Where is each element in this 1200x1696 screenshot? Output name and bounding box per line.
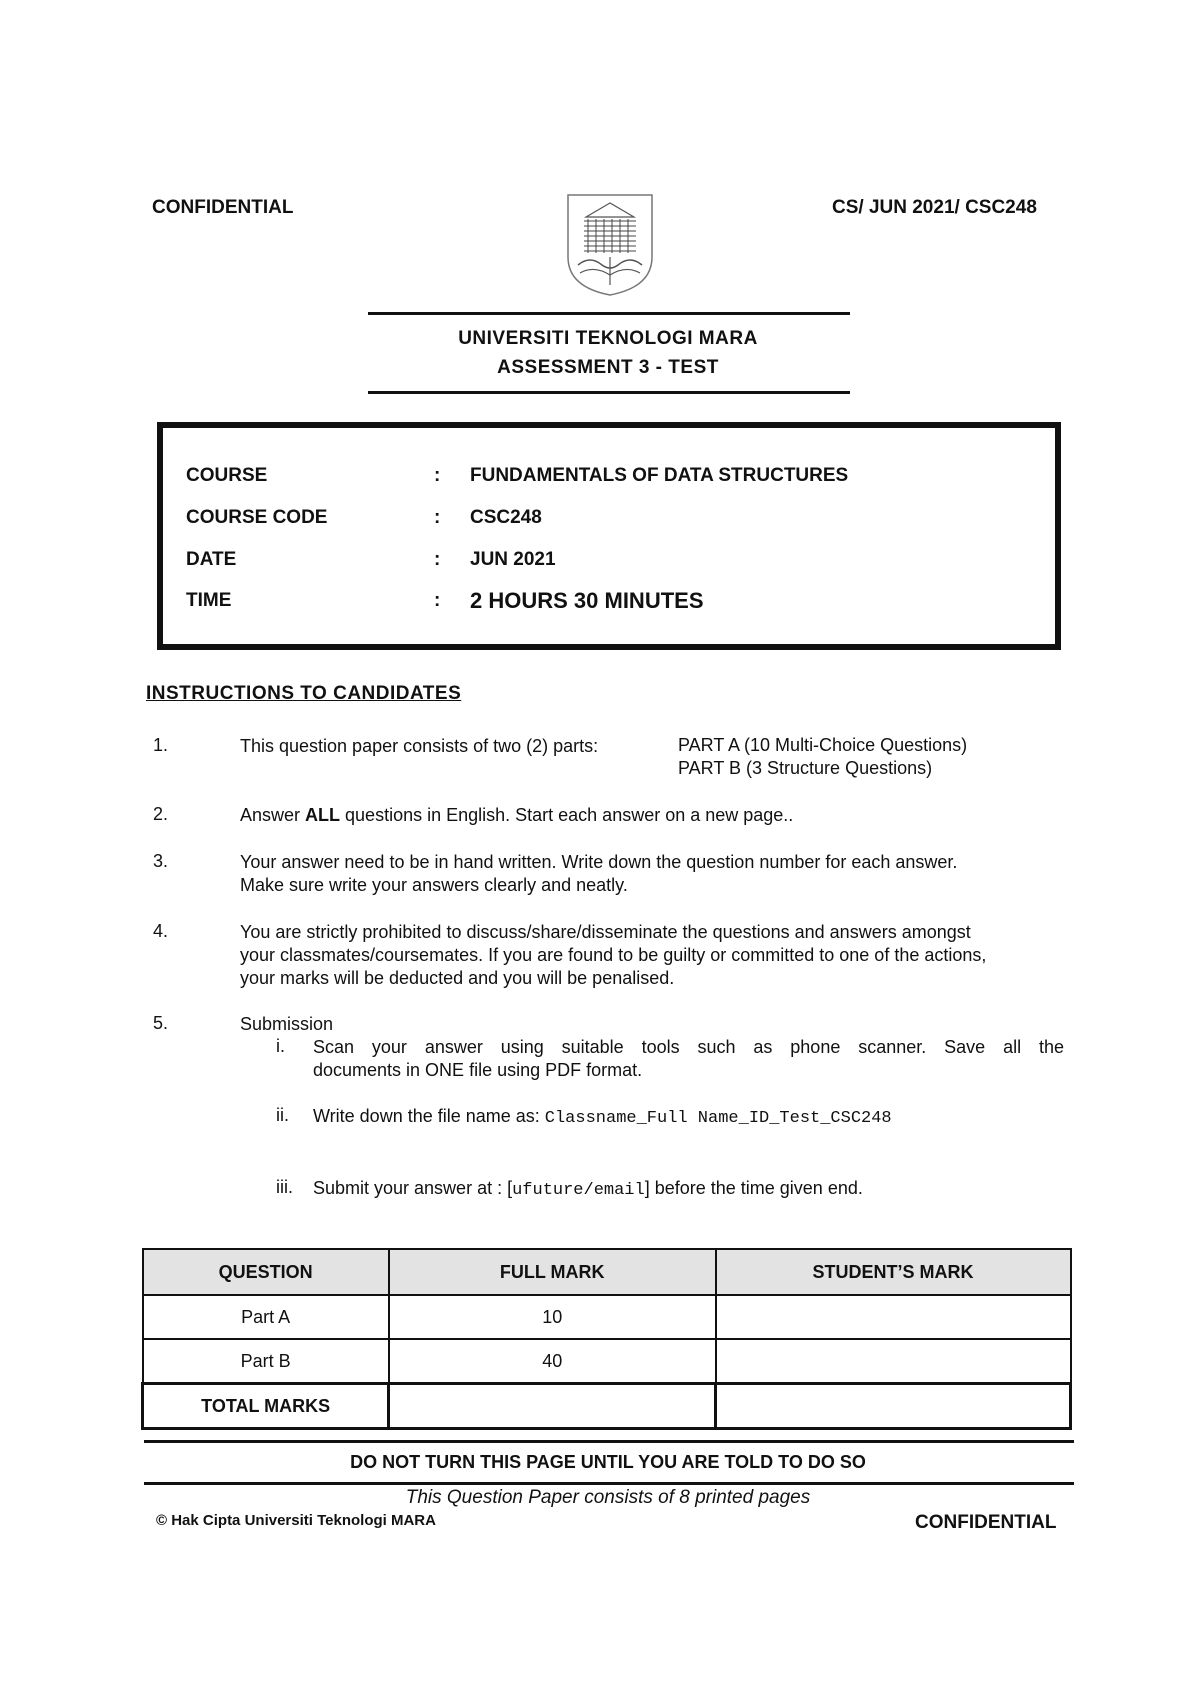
do-not-turn-warning: DO NOT TURN THIS PAGE UNTIL YOU ARE TOLD TO DO SO xyxy=(350,1452,866,1472)
footer-confidential: CONFIDENTIAL xyxy=(915,1512,1057,1533)
instruction-2-number: 2. xyxy=(153,804,169,824)
instruction-4-line-3: your marks will be deducted and you will be penalised. xyxy=(240,968,675,988)
assessment-title: ASSESSMENT 3 - TEST xyxy=(497,357,719,378)
printed-pages-note: This Question Paper consists of 8 printed pages xyxy=(405,1487,811,1508)
footer-bottom-rule xyxy=(144,1482,1074,1485)
instruction-3-line-2: Make sure write your answers clearly and neatly. xyxy=(240,875,628,895)
instruction-5-ii-number: ii. xyxy=(276,1105,289,1125)
full-mark-cell: 10 xyxy=(389,1295,716,1339)
instructions-title: INSTRUCTIONS TO CANDIDATES xyxy=(146,683,462,704)
time-colon: : xyxy=(434,590,441,611)
marks-table-header-row xyxy=(143,1249,1071,1295)
course-colon: : xyxy=(434,465,441,486)
table-row xyxy=(143,1295,1071,1339)
time-value: 2 HOURS 30 MINUTES xyxy=(470,588,704,613)
title-top-rule xyxy=(368,312,850,315)
instruction-4-number: 4. xyxy=(153,921,169,941)
question-cell: Part B xyxy=(143,1339,389,1384)
title-bottom-rule xyxy=(368,391,850,394)
instruction-1-text: This question paper consists of two (2) parts: xyxy=(240,736,599,756)
course-value: FUNDAMENTALS OF DATA STRUCTURES xyxy=(470,465,849,486)
students-mark-cell xyxy=(716,1339,1071,1384)
instruction-5-i-line-1: Scan your answer using suitable tools such as phone scanner. Save all the xyxy=(313,1037,1064,1057)
instruction-3-number: 3. xyxy=(153,851,169,871)
file-name-format: Classname_Full Name_ID_Test_CSC248 xyxy=(544,1109,892,1128)
instruction-4-line-1: You are strictly prohibited to discuss/share/disseminate the questions and answers amongst xyxy=(240,922,971,942)
university-crest-icon xyxy=(566,193,654,297)
table-row-total xyxy=(143,1384,1071,1429)
column-header-full-mark: FULL MARK xyxy=(389,1249,716,1295)
course-code-colon: : xyxy=(434,507,441,528)
students-mark-cell xyxy=(716,1295,1071,1339)
total-full-mark-cell xyxy=(389,1384,716,1429)
instruction-5-text: Submission xyxy=(240,1014,334,1034)
instruction-5-number: 5. xyxy=(153,1013,169,1033)
course-info-box xyxy=(157,422,1061,650)
header-confidential: CONFIDENTIAL xyxy=(152,197,294,218)
instruction-5-iii-post: ] before the time given end. xyxy=(644,1178,863,1198)
date-value: JUN 2021 xyxy=(470,549,556,570)
course-code-value: CSC248 xyxy=(470,507,542,528)
instruction-5-ii-text xyxy=(313,1105,1064,1130)
date-colon: : xyxy=(434,549,441,570)
marks-table xyxy=(141,1248,1072,1430)
instruction-5-i-line-2: documents in ONE file using PDF format. xyxy=(313,1060,643,1080)
course-code-label: COURSE CODE xyxy=(186,507,328,528)
course-label: COURSE xyxy=(186,465,268,486)
column-header-students-mark: STUDENT’S MARK xyxy=(716,1249,1071,1295)
full-mark-cell: 40 xyxy=(389,1339,716,1384)
column-header-question: QUESTION xyxy=(143,1249,389,1295)
time-label: TIME xyxy=(186,590,232,611)
instruction-1-number: 1. xyxy=(153,735,169,755)
header-paper-code: CS/ JUN 2021/ CSC248 xyxy=(832,197,1037,218)
total-students-mark-cell xyxy=(716,1384,1071,1429)
question-cell: Part A xyxy=(143,1295,389,1339)
table-row xyxy=(143,1339,1071,1384)
instruction-5-iii-text xyxy=(313,1177,1064,1202)
instruction-3-line-1: Your answer need to be in hand written. Write down the question number for each answer. xyxy=(240,852,958,872)
date-label: DATE xyxy=(186,549,237,570)
instruction-5-iii-pre: Submit your answer at : [ xyxy=(313,1178,513,1198)
total-marks-label: TOTAL MARKS xyxy=(143,1384,389,1429)
instruction-2-text xyxy=(240,804,1064,827)
university-name: UNIVERSITI TEKNOLOGI MARA xyxy=(458,328,758,349)
instruction-5-iii-number: iii. xyxy=(276,1177,293,1197)
copyright-notice: © Hak Cipta Universiti Teknologi MARA xyxy=(156,1512,436,1529)
instruction-1-part-b: PART B (3 Structure Questions) xyxy=(678,758,933,778)
instruction-2-bold: ALL xyxy=(305,805,341,825)
instruction-5-ii-prefix: Write down the file name as: xyxy=(313,1106,545,1126)
instruction-2-pre: Answer xyxy=(240,805,306,825)
submission-channel: ufuture/email xyxy=(512,1181,645,1200)
footer-top-rule xyxy=(144,1440,1074,1443)
instruction-1-part-a: PART A (10 Multi-Choice Questions) xyxy=(678,735,968,755)
instruction-2-post: questions in English. Start each answer on a new page.. xyxy=(340,805,794,825)
instruction-4-line-2: your classmates/coursemates. If you are found to be guilty or committed to one of the actions, xyxy=(240,945,987,965)
instruction-5-i-number: i. xyxy=(276,1036,285,1056)
